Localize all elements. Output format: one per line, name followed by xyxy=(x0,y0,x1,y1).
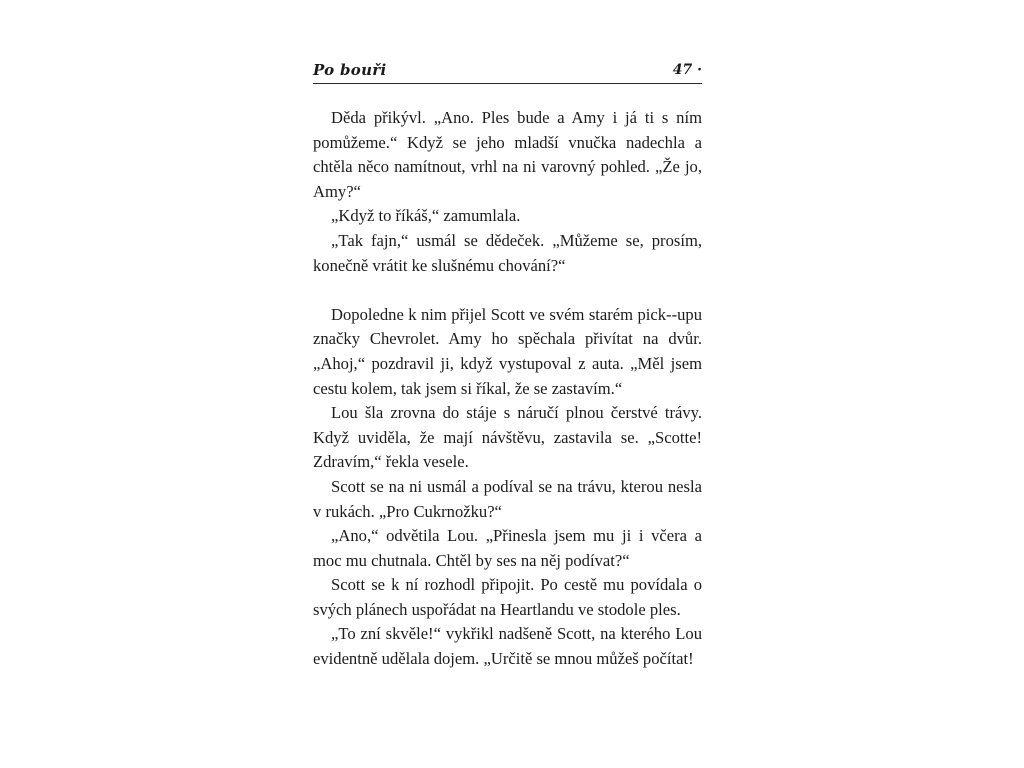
paragraph-1: Děda přikývl. „Ano. Ples bude a Amy i já ti s ním pomůžeme.“ Když se jeho mladší vnučka nadechla a chtěla něco namítnout, vrhl na ni varovný pohled. „Že jo, Amy?“ xyxy=(313,108,702,201)
running-head xyxy=(313,58,702,84)
paragraph-6: Scott se na ni usmál a podíval se na trávu, kterou nesla v rukách. „Pro Cukrnožku?“ xyxy=(313,476,702,521)
body-text xyxy=(313,106,702,672)
paragraph-9: „To zní skvěle!“ vykřikl nadšeně Scott, na kterého Lou evidentně udělala dojem. „Určitě se mnou můžeš počítat! xyxy=(313,624,702,669)
chapter-title: Po bouři xyxy=(313,61,387,79)
paragraph-5: Lou šla zrovna do stáje s náručí plnou čerstvé trávy. Když uviděla, že mají návštěvu, zastavila se. „Scotte! Zdravím,“ řekla vesele. xyxy=(313,403,702,472)
paragraph-2: „Když to říkáš,“ zamumlala. xyxy=(331,206,521,226)
paragraph-3: „Tak fajn,“ usmál se dědeček. „Můžeme se, prosím, konečně vrátit ke slušnému chování?“ xyxy=(313,230,702,275)
paragraph-8: Scott se k ní rozhodl připojit. Po cestě mu povídala o svých plánech uspořádat na Heartlandu ve stodole ples. xyxy=(313,575,702,619)
paragraph-7: „Ano,“ odvětila Lou. „Přinesla jsem mu ji i včera a moc mu chutnala. Chtěl by ses na něj podívat?“ xyxy=(313,526,702,570)
paragraph-4: Dopoledne k nim přijel Scott ve svém starém pick--upu značky Chevrolet. Amy ho spěchala přivítat na dvůr. „Ahoj,“ pozdravil ji, když vystupoval z auta. „Měl jsem cestu kolem, tak jsem si říkal, že se zastavím.“ xyxy=(313,304,702,398)
page-number: 47 · xyxy=(672,62,702,78)
